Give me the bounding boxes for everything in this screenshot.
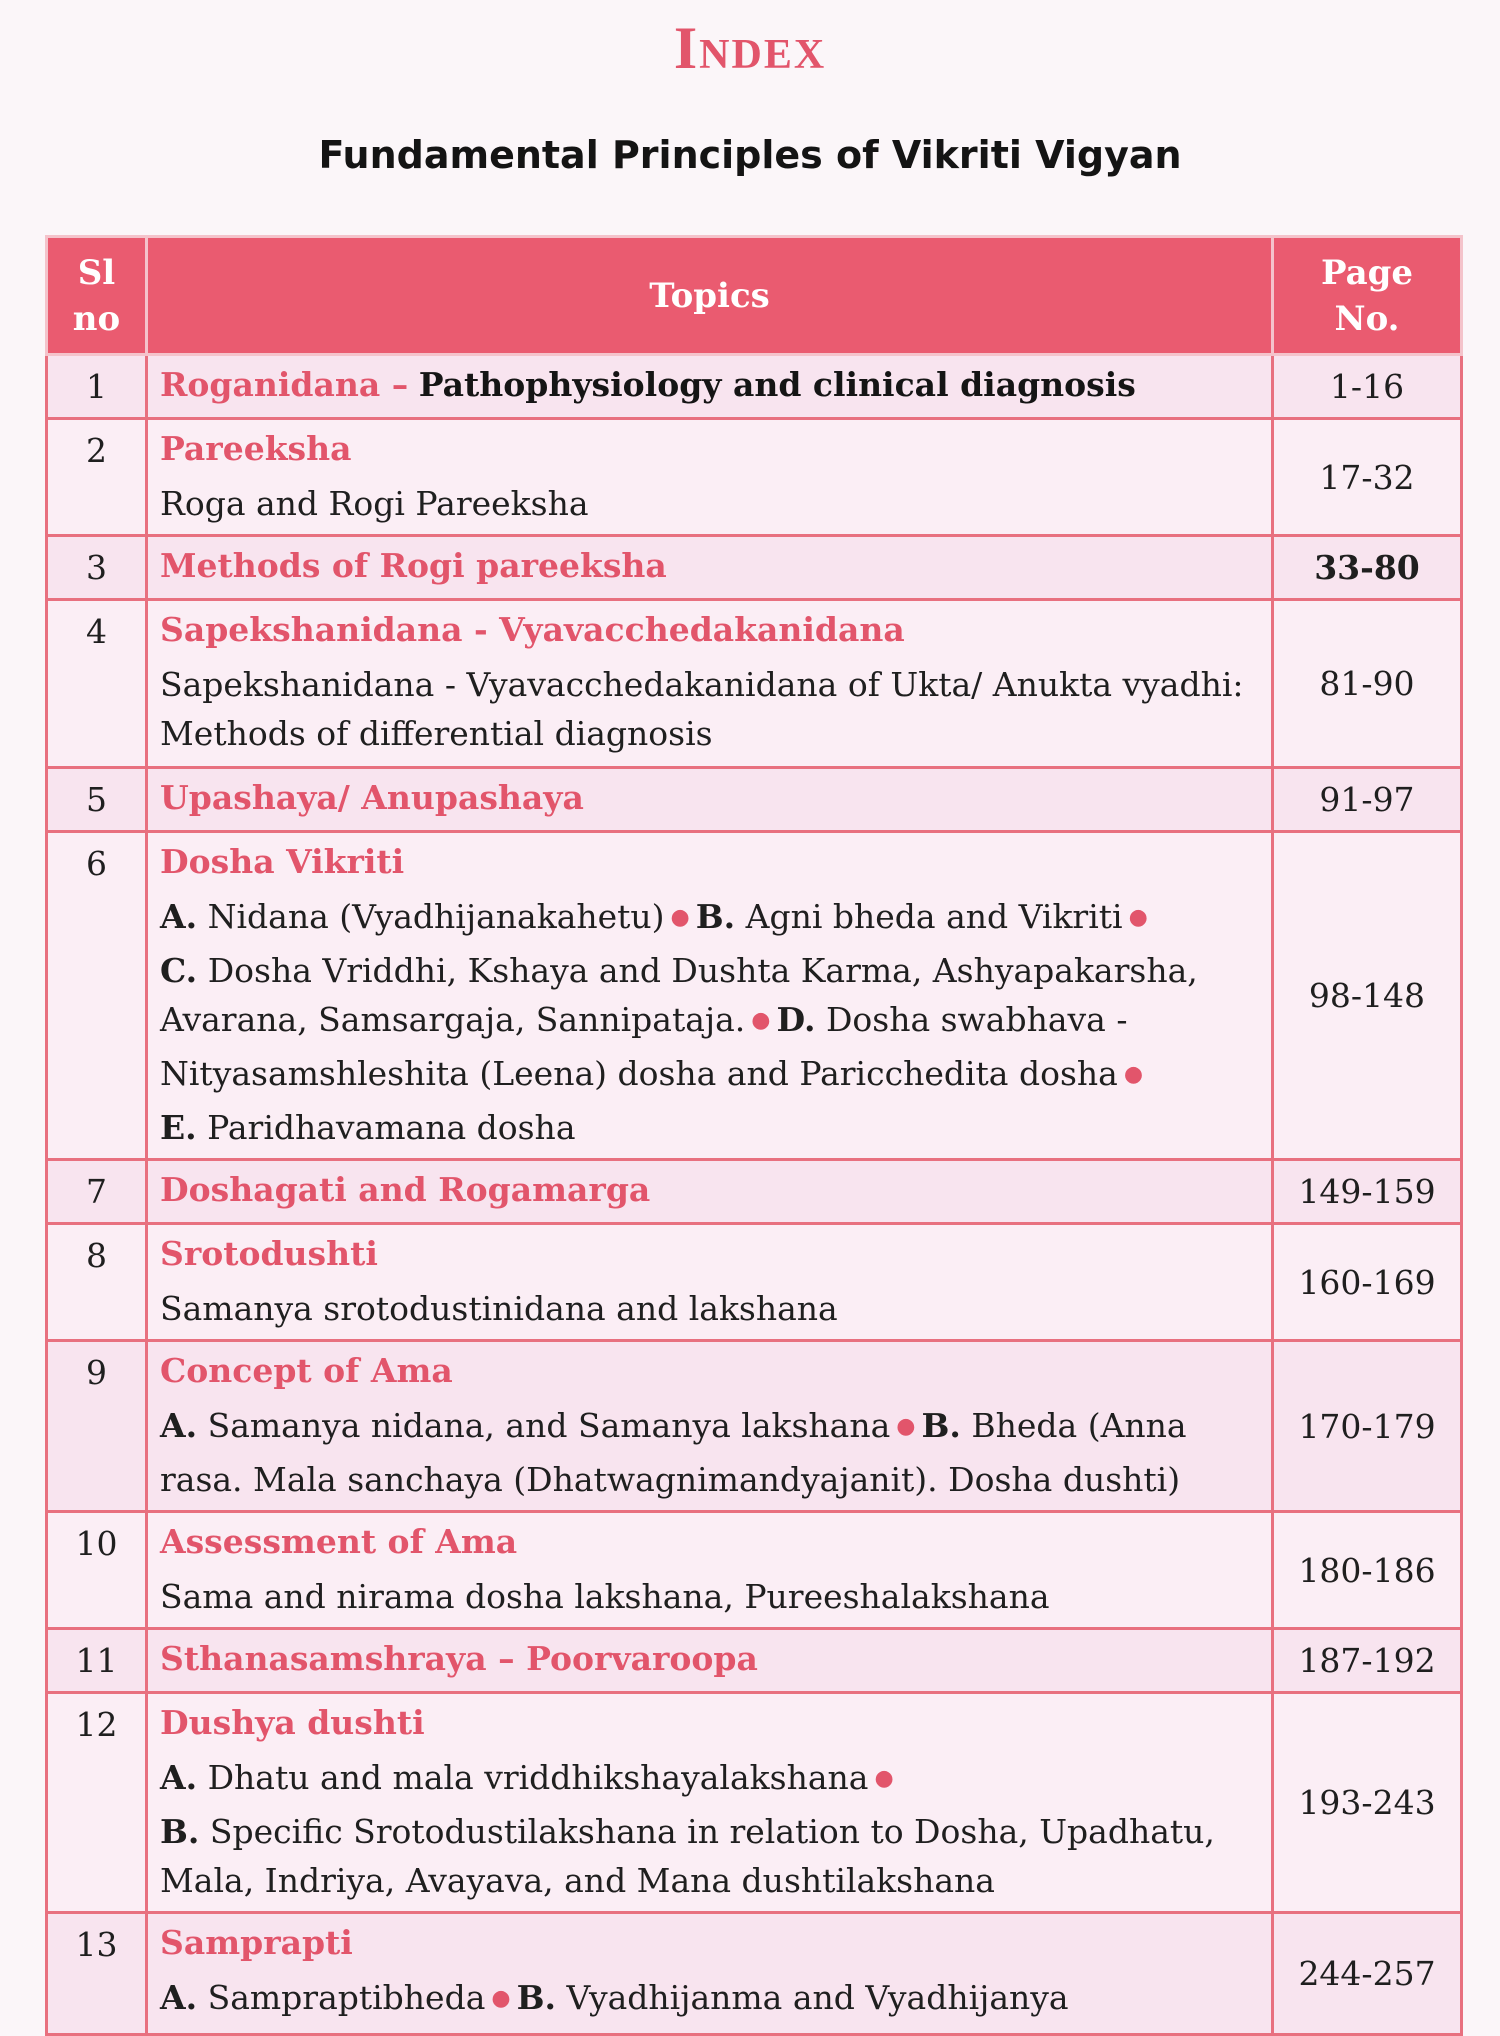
row-pages: 180-186 — [1273, 1512, 1462, 1629]
row-topic — [147, 1341, 1273, 1512]
bullet-icon: ● — [874, 1766, 894, 1791]
bullet-icon: ● — [896, 1414, 916, 1439]
topic-title: Pareeksha — [160, 429, 352, 468]
topic-title: Roganidana – — [160, 365, 409, 404]
table-row — [47, 768, 1462, 832]
table-row — [47, 1629, 1462, 1693]
topic-title: Upashaya/ Anupashaya — [160, 778, 584, 817]
row-pages: 170-179 — [1273, 1341, 1462, 1512]
row-pages: 33-80 — [1273, 536, 1462, 600]
row-number: 8 — [47, 1224, 147, 1341]
row-pages: 1-16 — [1273, 355, 1462, 419]
row-pages: 149-159 — [1273, 1160, 1462, 1224]
table-row — [47, 419, 1462, 536]
table-row — [47, 1160, 1462, 1224]
table-row — [47, 1341, 1462, 1512]
row-number: 9 — [47, 1341, 147, 1512]
row-topic — [147, 1160, 1273, 1224]
topic-description: A. Nidana (Vyadhijanakahetu) ● B. Agni bheda and Vikriti ● C. Dosha Vriddhi, Kshaya and Dushta Karma, Ashyapakarsha, Avarana, Samsargaja, Sannipataja. ● D. Dosha swabhava - Nityasamshleshita (Leena) dosha and Paricchedita dosha ● E. Paridhavamana dosha — [160, 897, 1198, 1147]
topic-description: A. Dhatu and mala vriddhikshayalakshana ● B. Specific Srotodustilakshana in relation to Dosha, Upadhatu, Mala, Indriya, Avayava, and Mana dushtilakshana — [160, 1758, 1215, 1900]
table-row — [47, 832, 1462, 1160]
topic-title: Assessment of Ama — [160, 1522, 518, 1561]
table-row — [47, 1224, 1462, 1341]
table-row — [47, 1913, 1462, 2035]
topic-title: Sthanasamshraya – Poorvaroopa — [160, 1639, 758, 1678]
topic-title: Dushya dushti — [160, 1703, 425, 1742]
row-pages: 187-192 — [1273, 1629, 1462, 1693]
topic-description: A. Sampraptibheda ● B. Vyadhijanma and Vyadhijanya — [160, 1978, 1069, 2017]
bullet-icon: ● — [1123, 1062, 1144, 1087]
row-topic — [147, 832, 1273, 1160]
row-topic — [147, 1913, 1273, 2035]
row-pages: 98-148 — [1273, 832, 1462, 1160]
bullet-icon: ● — [491, 1986, 511, 2011]
table-row — [47, 1512, 1462, 1629]
book-title: Fundamental Principles of Vikriti Vigyan — [318, 133, 1182, 177]
row-topic — [147, 1629, 1273, 1693]
topic-title: Srotodushti — [160, 1234, 378, 1273]
row-number: 7 — [47, 1160, 147, 1224]
bullet-icon: ● — [670, 905, 690, 930]
table-row — [47, 1693, 1462, 1913]
row-number: 4 — [47, 600, 147, 768]
row-number: 2 — [47, 419, 147, 536]
table-header-row — [47, 237, 1462, 355]
page-title: Index — [673, 15, 827, 81]
topic-description: Sama and nirama dosha lakshana, Pureeshalakshana — [160, 1577, 1050, 1616]
bullet-icon: ● — [1128, 905, 1148, 930]
topic-description: A. Samanya nidana, and Samanya lakshana ● B. Bheda (Anna rasa. Mala sanchaya (Dhatwagnimandyajanit). Dosha dushti) — [160, 1406, 1187, 1499]
row-pages: 81-90 — [1273, 600, 1462, 768]
topic-description: Roga and Rogi Pareeksha — [160, 484, 589, 523]
row-pages: 244-257 — [1273, 1913, 1462, 2035]
topic-title: Doshagati and Rogamarga — [160, 1170, 651, 1209]
row-topic — [147, 1512, 1273, 1629]
row-number: 11 — [47, 1629, 147, 1693]
topic-title: Sapekshanidana - Vyavacchedakanidana — [160, 610, 905, 649]
column-header-sl-no: Sl no — [47, 237, 147, 355]
topic-description: Samanya srotodustinidana and lakshana — [160, 1289, 838, 1328]
row-topic — [147, 600, 1273, 768]
topic-title-extra: Pathophysiology and clinical diagnosis — [418, 365, 1136, 404]
row-pages: 17-32 — [1273, 419, 1462, 536]
row-number: 6 — [47, 832, 147, 1160]
table-row — [47, 536, 1462, 600]
row-number: 10 — [47, 1512, 147, 1629]
row-topic — [147, 1693, 1273, 1913]
table-row — [47, 600, 1462, 768]
index-table — [45, 235, 1463, 2036]
row-number: 13 — [47, 1913, 147, 2035]
row-pages: 160-169 — [1273, 1224, 1462, 1341]
row-number: 3 — [47, 536, 147, 600]
topic-title: Concept of Ama — [160, 1351, 453, 1390]
row-topic — [147, 768, 1273, 832]
table-row — [47, 355, 1462, 419]
bullet-icon: ● — [751, 1008, 771, 1033]
row-topic — [147, 1224, 1273, 1341]
row-topic — [147, 355, 1273, 419]
topic-title: Methods of Rogi pareeksha — [160, 546, 667, 585]
column-header-page-no: Page No. — [1273, 237, 1462, 355]
column-header-topics: Topics — [147, 237, 1273, 355]
row-number: 1 — [47, 355, 147, 419]
row-pages: 91-97 — [1273, 768, 1462, 832]
topic-title: Dosha Vikriti — [160, 842, 405, 881]
row-pages: 193-243 — [1273, 1693, 1462, 1913]
row-topic — [147, 419, 1273, 536]
topic-title: Samprapti — [160, 1923, 353, 1962]
row-number: 12 — [47, 1693, 147, 1913]
row-number: 5 — [47, 768, 147, 832]
topic-description: Sapekshanidana - Vyavacchedakanidana of Ukta/ Anukta vyadhi: Methods of differential diagnosis — [160, 665, 1244, 753]
row-topic — [147, 536, 1273, 600]
